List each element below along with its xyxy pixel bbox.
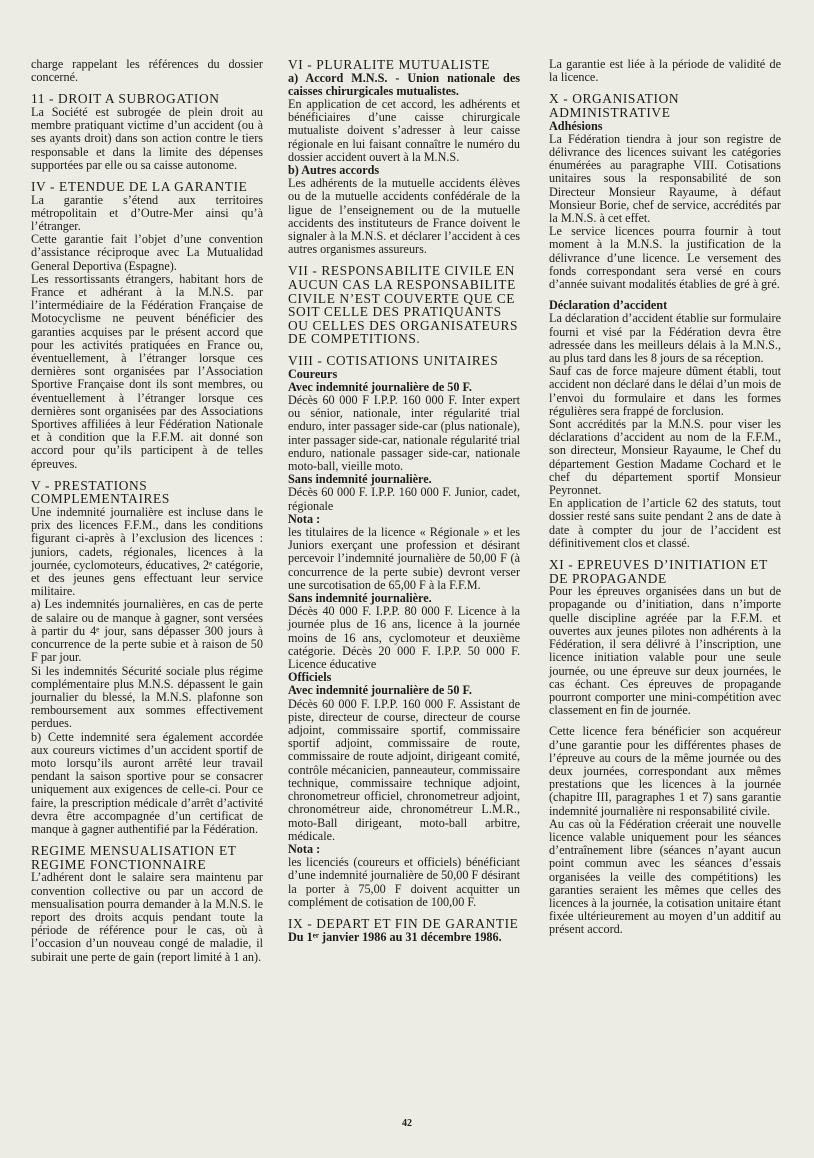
paragraph: L’adhérent dont le salaire sera maintenu par convention collective ou par un accord de mensualisation pourra demander à la M.N.S. le report des droits acquis pendant toute la période de référence pour le cas, où à l’occasion d’un nouveau congé de maladie, il subirait une perte de gain (report limité à 1 an). [31, 870, 263, 964]
section [288, 264, 520, 346]
paragraph: Cette garantie fait l’objet d’une convention d’assistance réciproque avec La Mutualidad General Deportiva (Espagne). [31, 232, 263, 273]
paragraph: La Société est subrogée de plein droit au membre pratiquant victime d’un accident (ou à ses ayants droit) dans son action contre le tiers responsable et dans la limite des dépenses supportées par elle ou sa caisse autonome. [31, 105, 263, 172]
subheading: Officiels [288, 670, 332, 685]
section-heading: VI - PLURALITE MUTUALISTE [288, 57, 491, 72]
subsection-text: Le service licences pourra fournir à tout moment à la M.N.S. la justification de la délivrance d’une licence. Le versement des fonds correspondant sera versé en cours d’année suivant modalités établies de gré à gré. [549, 224, 781, 292]
subsection-text: En application de cet accord, les adhérents et bénéficiaires d’une caisse chirurgicale mutualiste doivent s’adresser à leur caisse régionale en lui faisant connaître le numéro du dossier accident ouvert à la M.N.S. [288, 97, 520, 164]
paragraph: charge rappelant les références du dossier concerné. [31, 57, 263, 85]
paragraph: Cette licence fera bénéficier son acquéreur d’une garantie pour les différentes phases de l’épreuve au cours de la même journée ou des deux journées, correspondant aux mêmes prestations que les licences à la journée (chapitre III, paragraphes 1 et 7) sans garantie indemnité journalière ni responsabilité civile. [549, 724, 781, 818]
paragraph: Si les indemnités Sécurité sociale plus régime complémentaire plus M.N.S. dépassent le gain journalier du blessé, la M.N.S. plafonne son remboursement aux sommes effectivement perdues. [31, 663, 263, 731]
paragraph [549, 299, 781, 365]
subheading: Nota : [288, 841, 321, 856]
section [31, 844, 263, 964]
paragraph: Les ressortissants étrangers, habitant hors de France et adhérant à la M.N.S. par l’intermédiaire de la Fédération Française de Motocyclisme ne peuvent bénéficier des garanties acquises par le présent accord que pour les activités pratiquées en France ou, éventuellement, à l’étranger lorsque ces dernières sont organisées par l’Association Sportive Française dont ils sont membres, ou éventuellement à l’étranger lorsque ces dernières sont organisées par des Associations Sportives affiliées à leur Fédération Nationale et à condition que la F.F.M. ait donné son accord pour qu’ils participent à de telles épreuves. [31, 271, 263, 471]
paragraph [288, 72, 520, 164]
paragraph [549, 120, 781, 226]
paragraph: Une indemnité journalière est incluse dans le prix des licences F.F.M., dans les conditions figurant ci-après à l’exclusion des licences : juniors, cadets, régionales, licences à la journée, cyclomoteurs, éducatives, 2ᵉ catégorie, et des jeunes gens effectuant leur service militaire. [31, 505, 263, 599]
subheading: a) Accord M.N.S. - Union nationale des caisses chirurgicales mutualistes. [288, 70, 520, 98]
section-heading: REGIME MENSUALISATION ET REGIME FONCTIONNAIRE [31, 843, 237, 872]
section-heading: 11 - DROIT A SUBROGATION [31, 91, 220, 107]
subheading: Sans indemnité journalière. [288, 591, 432, 606]
section [31, 479, 263, 836]
subheading: Nota : [288, 511, 321, 526]
paragraph [288, 931, 520, 944]
section [288, 354, 520, 909]
section-heading: X - ORGANISATION ADMINISTRATIVE [549, 91, 680, 120]
paragraph [549, 225, 781, 291]
subheading: Adhésions [549, 118, 603, 133]
paragraph: Pour les épreuves organisées dans un but de propagande ou d’initiation, dans n’importe quelle discipline agréée par la F.F.M. et ouvertes aux jeunes pilotes non adhérents à la Fédération, il sera délivré à l’inscription, une licence initiation valable pour une seule journée, ou une épreuve sur deux journées, le cas échant. Ces épreuves de propagande pourront comporter une mini-compétition avec classement en fin de journée. [549, 584, 781, 718]
paragraph: a) Les indemnités journalières, en cas de perte de salaire ou de manque à gagner, sont versées à partir du 4ᵉ jour, sans dépasser 300 jours à concurrence de la perte subie et à raison de 50 F par jour. [31, 597, 263, 665]
section [288, 58, 520, 256]
subsection-text: Décès 60 000 F I.P.P. 160 000 F. Inter expert ou sénior, nationale, inter régularité trial enduro, inter passager side-car (plus nationale), inter passager side-car, nationale régularité trial enduro, nationale passager side-car, nationale moto-ball, vieille moto. [288, 393, 520, 474]
section [31, 180, 263, 471]
section [549, 58, 781, 84]
paragraph [549, 418, 781, 497]
subsection-text: La déclaration d’accident établie sur formulaire fourni et visé par la Fédération devra être adressée dans les meilleurs délais à la M.N.S., au plus tard dans les 8 jours de sa réception. [549, 311, 781, 366]
subsection-text: les licenciés (coureurs et officiels) bénéficiant d’une indemnité journalière de 50,00 F désirant la porter à 75,00 F doivent acquitter un complément de cotisation de 100,00 F. [288, 855, 520, 909]
subheading: b) Autres accords [288, 163, 380, 178]
subsection-text: Décès 40 000 F. I.P.P. 80 000 F. Licence à la journée plus de 16 ans, licence à la journée moins de 16 ans, cyclomoteur et deuxième catégorie. Décès 20 000 F. I.P.P. 50 000 F. Licence éducative [288, 604, 520, 672]
subsection-text: Sont accrédités par la M.N.S. pour viser les déclarations d’accident au nom de la F.F.M., son directeur, Monsieur Rayaume, le Chef du département Gestion Madame Cochard et le chef du département sportif Monsieur Peyronnet. [549, 417, 781, 498]
paragraph [288, 513, 520, 592]
paragraph: b) Cette indemnité sera également accordée aux coureurs victimes d’un accident sportif de moto lorsqu’ils auront arrêté leur travail pendant la saison sportive pour se consacrer uniquement aux exigences de celle-ci. Pour ce faire, la prescription médicale d’arrêt d’activité devra être accompagnée d’un certificat de manque à gagner authentifié par la Fédération. [31, 729, 263, 836]
subsection-text: Les adhérents de la mutuelle accidents élèves ou de la mutuelle accidents confédérale de la ligue de l’enseignement ou de la mutuelle accidents des instituteurs de France doivent le signaler à la M.N.S. et déclarer l’accident à ces autres organismes assureurs. [288, 176, 520, 257]
paragraph [288, 381, 520, 473]
section [549, 558, 781, 717]
column-middle [288, 58, 520, 952]
column-left [31, 58, 263, 972]
subsection-text: les titulaires de la licence « Régionale » et les Juniors exerçant une profession et désirant percevoir l’indemnité journalière de 50,00 F (à concurrence de la perte subie) devront verser une surcotisation de 65,00 F à la F.F.M. [288, 525, 520, 592]
subheading: Coureurs [288, 366, 338, 381]
section [549, 92, 781, 291]
subheading: Sans indemnité journalière. [288, 472, 432, 487]
section [549, 299, 781, 550]
paragraph: La garantie s’étend aux territoires métropolitain et d’Outre-Mer ainsi qu’à l’étranger. [31, 192, 263, 234]
paragraph [288, 843, 520, 909]
section-heading: V - PRESTATIONS COMPLEMENTAIRES [31, 477, 170, 507]
section [549, 725, 781, 936]
column-right [549, 58, 781, 945]
paragraph [549, 497, 781, 550]
section-heading: XI - EPREUVES D’INITIATION ET DE PROPAGANDE [549, 557, 768, 586]
paragraph: Au cas où la Fédération créerait une nouvelle licence valable uniquement pour les séances d’entraînement libre (séances n’ayant aucun point commun avec les séances d’essais organisées la veille des compétitions) les garanties seraient les mêmes que celles des licences à la journée, la cotisation unitaire étant fixée ultérieurement au moyen d’un additif au présent accord. [549, 816, 781, 937]
subheading: Du 1ᵉʳ janvier 1986 au 31 décembre 1986. [288, 929, 502, 944]
subsection-text: Décès 60 000 F. I.P.P. 160 000 F. Assistant de piste, directeur de course, directeur de course adjoint, commissaire sportif, commissaire sportif adjoint, commissaire de route, commissaire de route adjoint, dirigeant comité, contrôle mécanicien, panneauteur, commissaire technique, commissaire technique adjoint, chronometreur officiel, chronometreur adjoint, chronométreur aide, chronométreur L.M.R., moto-Ball dirigeant, moto-ball arbitre, médicale. [288, 696, 520, 843]
section-heading: IV - ETENDUE DE LA GARANTIE [31, 179, 248, 195]
page-number: 42 [402, 1118, 412, 1129]
paragraph: La garantie est liée à la période de validité de la licence. [549, 57, 781, 85]
section-heading: IX - DEPART ET FIN DE GARANTIE [288, 915, 519, 931]
subsection-text: La Fédération tiendra à jour son registre de délivrance des licences suivant les catégories énumérées au paragraphe VIII. Cotisations unitaires sous la responsabilité de son Directeur Monsieur Rayaume, à défaut Monsieur Borie, chef de service, accrédités par la M.N.S. à cet effet. [549, 131, 781, 226]
subsection-text: En application de l’article 62 des statuts, tout dossier resté sans suite pendant 2 ans de date à date à compter du jour de l’accident est définitivement clos et classé. [549, 496, 781, 550]
section-heading: VII - RESPONSABILITE CIVILE EN AUCUN CAS LA RESPONSABILITE CIVILE N’EST COUVERTE QUE CE SOIT CELLE DES PRATIQUANTS OU CELLES DES ORGANISATEURS DE COMPETITIONS. [288, 263, 519, 347]
section [31, 58, 263, 84]
subheading: Avec indemnité journalière de 50 F. [288, 379, 472, 394]
paragraph [549, 365, 781, 418]
section [288, 917, 520, 944]
section [31, 92, 263, 172]
paragraph [288, 684, 520, 842]
subheading: Avec indemnité journalière de 50 F. [288, 683, 472, 698]
subsection-text: Sauf cas de force majeure dûment établi, tout accident non déclaré dans le délai d’un mois de l’envoi du formulaire et dans les formes régulières sera frappé de forclusion. [549, 364, 781, 418]
paragraph [288, 164, 520, 256]
paragraph [288, 473, 520, 513]
paragraph [288, 592, 520, 671]
section-heading: VIII - COTISATIONS UNITAIRES [288, 353, 499, 368]
subheading: Déclaration d’accident [549, 298, 668, 313]
subsection-text: Décès 60 000 F. I.P.P. 160 000 F. Junior, cadet, régionale [288, 485, 520, 513]
